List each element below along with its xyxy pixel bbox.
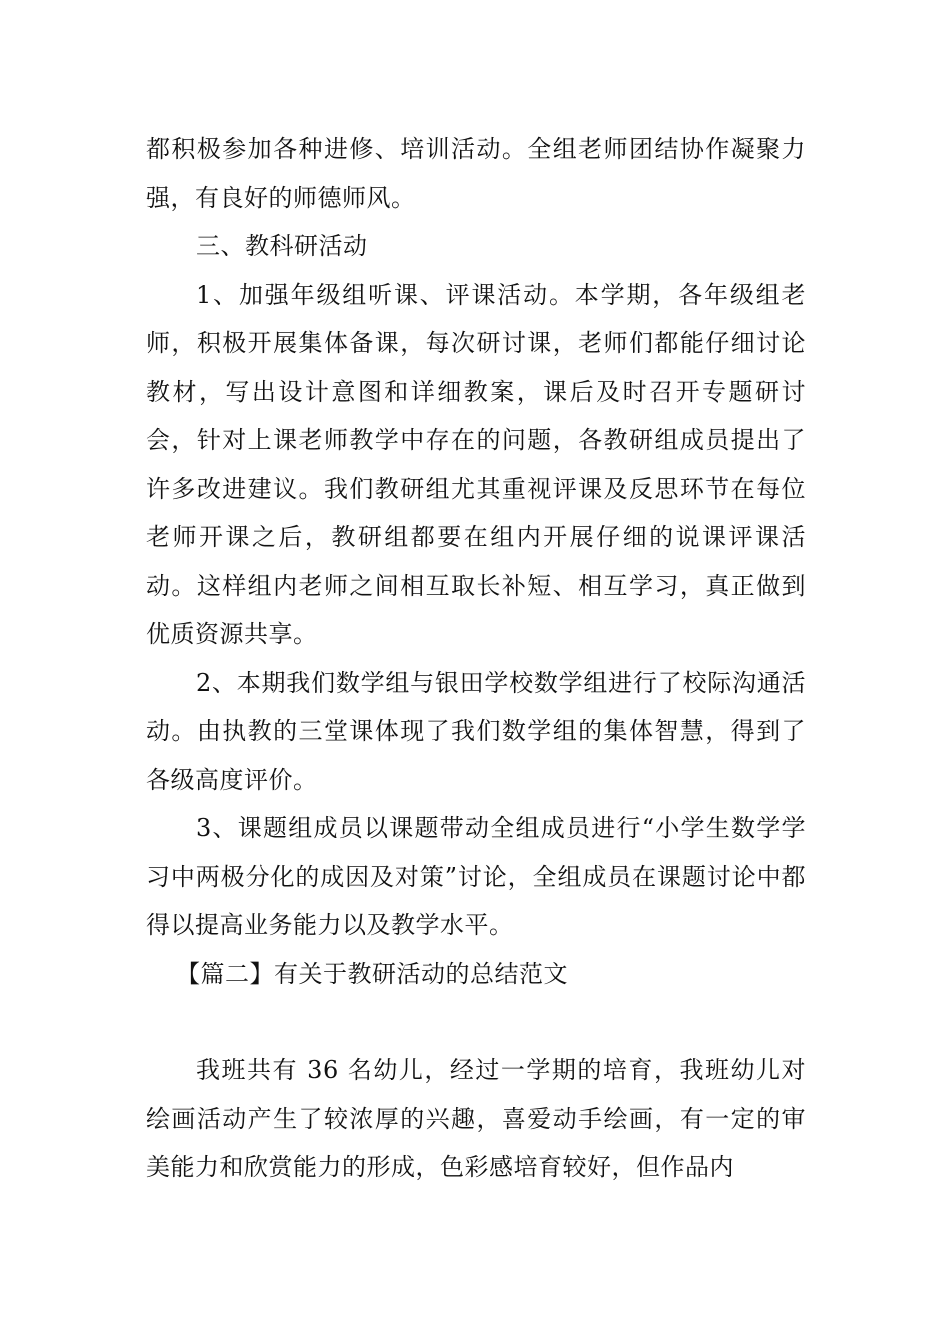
section-heading-teaching-research: 三、教科研活动 xyxy=(196,232,368,260)
continued-paragraph: 都积极参加各种进修、培训活动。全组老师团结协作凝聚力强，有良好的师德师风。 xyxy=(146,135,806,212)
blank-line xyxy=(146,998,806,1046)
paragraph-item-2: 2、本期我们数学组与银田学校数学组进行了校际沟通活动。由执教的三堂课体现了我们数学组的集体智慧，得到了各级高度评价。 xyxy=(146,668,806,794)
paragraph-item-3: 3、课题组成员以课题带动全组成员进行“小学生数学学习中两极分化的成因及对策”讨论，全组成员在课题讨论中都得以提高业务能力以及教学水平。 xyxy=(146,814,806,939)
paragraph-class-summary: 我班共有 36 名幼儿，经过一学期的培育，我班幼儿对绘画活动产生了较浓厚的兴趣，喜爱动手绘画，有一定的审美能力和欣赏能力的形成，色彩感培育较好，但作品内 xyxy=(146,1056,806,1181)
paragraph-item-1: 1、加强年级组听课、评课活动。本学期，各年级组老师，积极开展集体备课，每次研讨课，老师们都能仔细讨论教材，写出设计意图和详细教案，课后及时召开专题研讨会，针对上课老师教学中存在的问题，各教研组成员提出了许多改进建议。我们教研组尤其重视评课及反思环节在每位老师开课之后，教研组都要在组内开展仔细的说课评课活动。这样组内老师之间相互取长补短、相互学习，真正做到优质资源共享。 xyxy=(146,280,806,648)
document-body xyxy=(146,125,806,1192)
article-title-part-two: 【篇二】有关于教研活动的总结范文 xyxy=(176,959,568,988)
